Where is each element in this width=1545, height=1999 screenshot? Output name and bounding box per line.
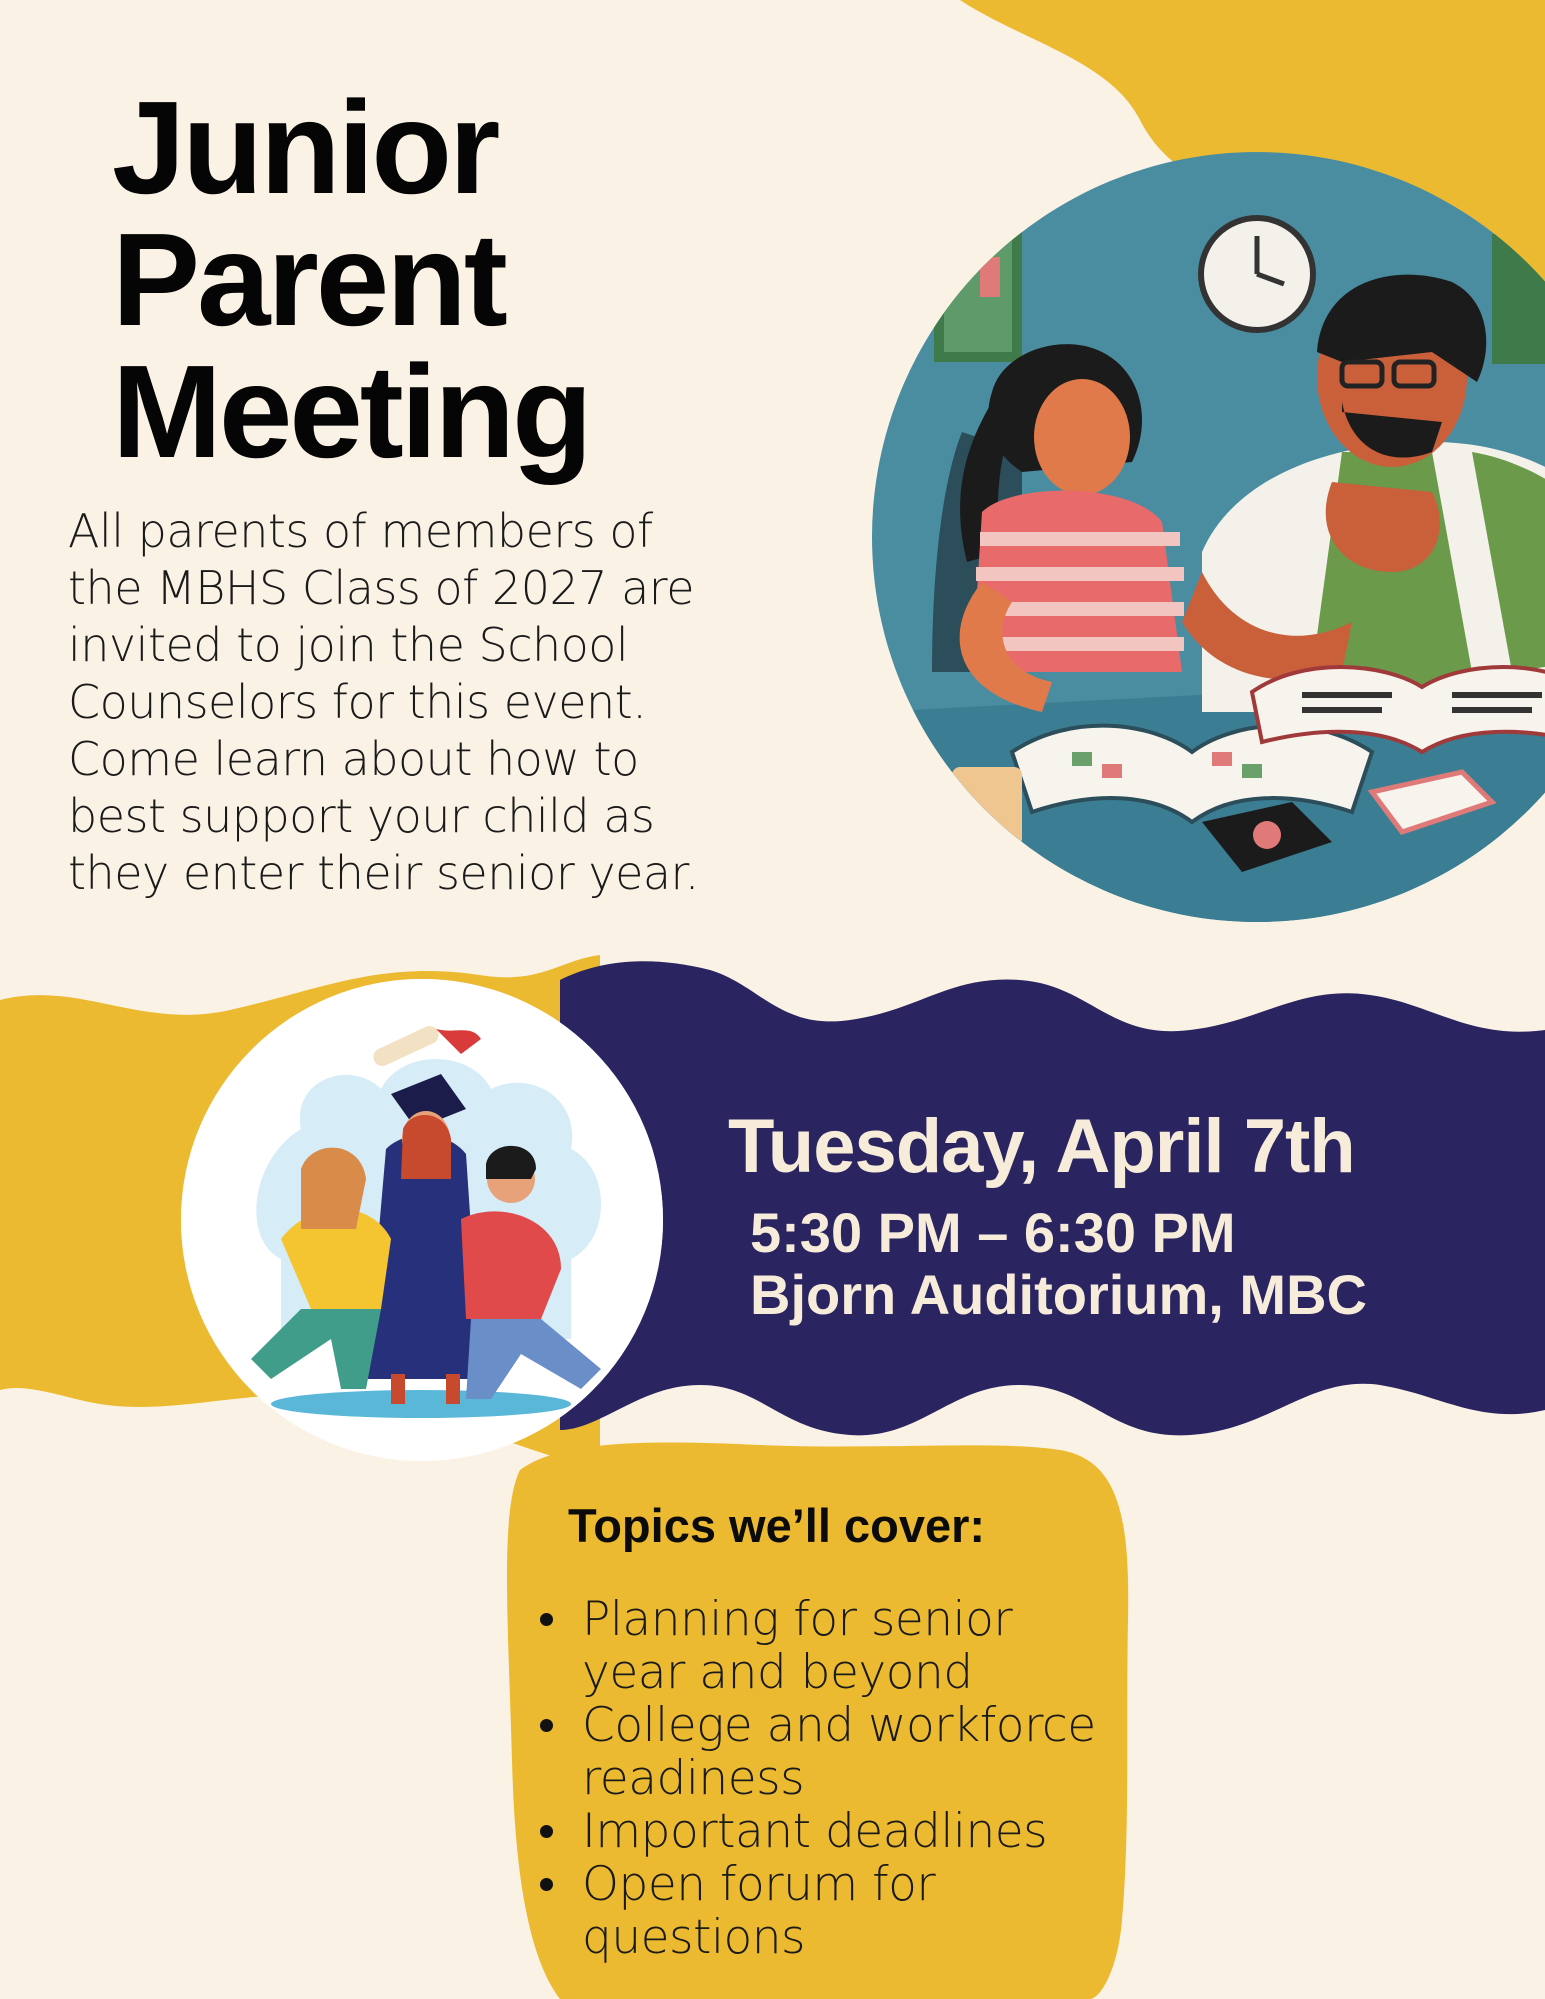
list-item-text: questions xyxy=(582,1910,806,1965)
graduation-illustration xyxy=(181,979,663,1461)
list-item-text: readiness xyxy=(582,1751,805,1806)
list-item-text: year and beyond xyxy=(582,1645,973,1700)
bullet-icon xyxy=(540,1825,553,1838)
topics-heading: Topics we’ll cover: xyxy=(568,1499,986,1552)
intro-paragraph xyxy=(68,503,768,902)
event-location: Bjorn Auditorium, MBC xyxy=(750,1263,1367,1326)
list-item-text: College and workforce xyxy=(582,1698,1096,1753)
list-item-text: Open forum for xyxy=(582,1857,936,1912)
page-title xyxy=(112,74,752,485)
list-item xyxy=(538,1858,1118,1964)
intro-line: they enter their senior year. xyxy=(68,846,699,900)
event-details xyxy=(728,1102,1508,1326)
title-line-1: Junior xyxy=(112,74,498,221)
title-line-2: Parent xyxy=(112,206,505,353)
bullet-icon xyxy=(540,1878,553,1891)
graduation-illustration-art xyxy=(181,979,663,1461)
intro-line: the MBHS Class of 2027 are xyxy=(68,561,695,615)
title-line-3: Meeting xyxy=(112,338,590,485)
list-item-text: Planning for senior xyxy=(582,1592,1013,1647)
event-date: Tuesday, April 7th xyxy=(728,1104,1355,1189)
intro-line: best support your child as xyxy=(68,789,655,843)
bullet-icon xyxy=(540,1719,553,1732)
list-item xyxy=(538,1699,1118,1805)
list-item xyxy=(538,1805,1118,1858)
intro-line: All parents of members of xyxy=(68,504,653,558)
intro-line: invited to join the School xyxy=(68,618,629,672)
intro-line: Come learn about how to xyxy=(68,732,639,786)
event-time: 5:30 PM – 6:30 PM xyxy=(750,1201,1236,1264)
list-item-text: Important deadlines xyxy=(582,1804,1048,1859)
topics-list xyxy=(538,1593,1118,1964)
list-item xyxy=(538,1593,1118,1699)
bullet-icon xyxy=(540,1613,553,1626)
intro-line: Counselors for this event. xyxy=(68,675,647,729)
